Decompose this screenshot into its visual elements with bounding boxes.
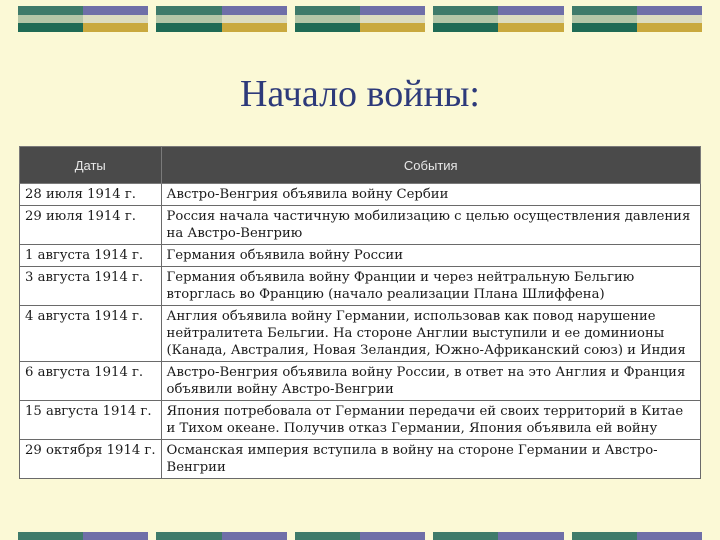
decor-block bbox=[295, 532, 425, 540]
table-header-row bbox=[20, 147, 701, 184]
table-row bbox=[20, 401, 701, 440]
header-events: События bbox=[161, 147, 700, 184]
row-event: Англия объявила войну Германии, использовав как повод нарушение нейтралитета Бельгии. На стороне Англии выступили и ее доминионы (Канада, Австралия, Новая Зеландия, Южно-Африканский союз) и Индия bbox=[161, 306, 700, 362]
row-date: 4 августа 1914 г. bbox=[20, 306, 162, 362]
row-event: Германия объявила войну Франции и через нейтральную Бельгию вторглась во Францию (начало реализации Плана Шлиффена) bbox=[161, 267, 700, 306]
table-row bbox=[20, 245, 701, 267]
table-row bbox=[20, 440, 701, 479]
decor-block bbox=[433, 6, 563, 32]
row-date: 15 августа 1914 г. bbox=[20, 401, 162, 440]
table-row bbox=[20, 184, 701, 206]
row-event: Османская империя вступила в войну на стороне Германии и Австро-Венгрии bbox=[161, 440, 700, 479]
decor-block bbox=[433, 532, 563, 540]
row-date: 28 июля 1914 г. bbox=[20, 184, 162, 206]
decor-block bbox=[295, 6, 425, 32]
row-event: Япония потребовала от Германии передачи ей своих территорий в Китае и Тихом океане. Получив отказ Германии, Япония объявила ей войну bbox=[161, 401, 700, 440]
row-date: 1 августа 1914 г. bbox=[20, 245, 162, 267]
row-date: 29 октября 1914 г. bbox=[20, 440, 162, 479]
table-row bbox=[20, 362, 701, 401]
row-event: Германия объявила войну России bbox=[161, 245, 700, 267]
table-row bbox=[20, 206, 701, 245]
events-table bbox=[19, 146, 701, 479]
decor-block bbox=[18, 532, 148, 540]
decor-block bbox=[156, 532, 286, 540]
row-date: 3 августа 1914 г. bbox=[20, 267, 162, 306]
table-row bbox=[20, 267, 701, 306]
table-row bbox=[20, 306, 701, 362]
top-decorative-band bbox=[18, 6, 702, 32]
bottom-decorative-band bbox=[18, 532, 702, 540]
header-dates: Даты bbox=[20, 147, 162, 184]
decor-block bbox=[572, 532, 702, 540]
decor-block bbox=[572, 6, 702, 32]
decor-block bbox=[18, 6, 148, 32]
row-event: Россия начала частичную мобилизацию с целью осуществления давления на Австро-Венгрию bbox=[161, 206, 700, 245]
row-date: 6 августа 1914 г. bbox=[20, 362, 162, 401]
decor-block bbox=[156, 6, 286, 32]
row-date: 29 июля 1914 г. bbox=[20, 206, 162, 245]
row-event: Австро-Венгрия объявила войну Сербии bbox=[161, 184, 700, 206]
slide-title: Начало войны: bbox=[239, 73, 480, 115]
row-event: Австро-Венгрия объявила войну России, в ответ на это Англия и Франция объявили войну Австро-Венгрии bbox=[161, 362, 700, 401]
